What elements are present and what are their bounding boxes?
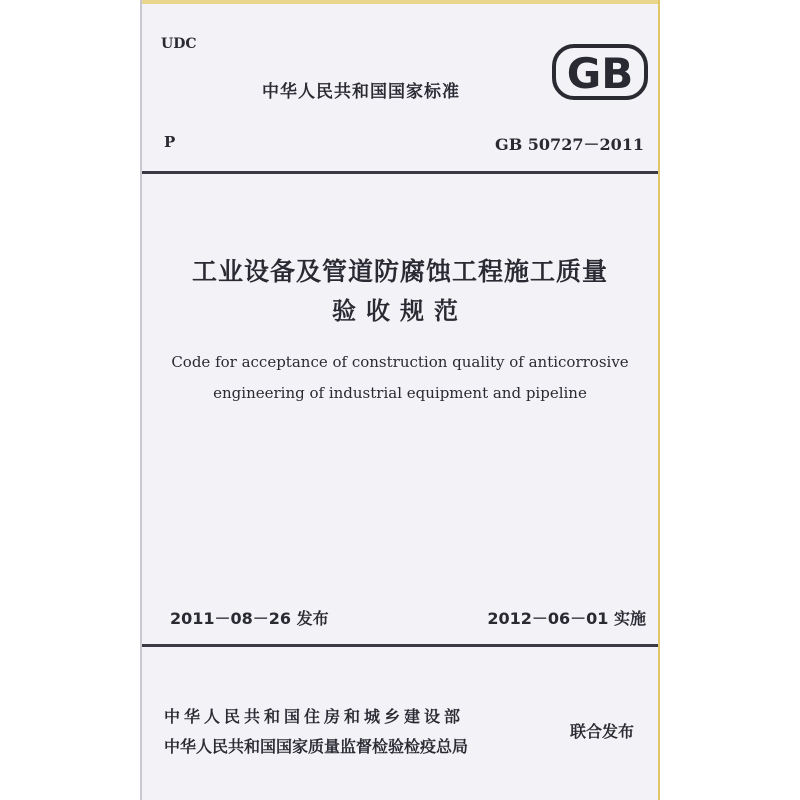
udc-label: UDC (161, 36, 197, 52)
implementation-date: 2012－06－01 实施 (487, 609, 646, 628)
title-cn-line2: 验收规范 (332, 297, 468, 325)
divider-top (142, 171, 658, 174)
joint-release-label: 联合发布 (570, 722, 635, 741)
issue-date: 2011－08－26 发布 (170, 609, 329, 628)
standard-cover (140, 0, 660, 800)
divider-bottom (142, 644, 658, 647)
standard-type: 中华人民共和国国家标准 (262, 82, 460, 102)
publisher-2: 中华人民共和国国家质量监督检验检疫总局 (164, 737, 469, 756)
publisher-1: 中华人民共和国住房和城乡建设部 (164, 707, 465, 726)
gb-logo-icon (552, 44, 648, 100)
title-en-line1: Code for acceptance of construction quality of anticorrosive (171, 353, 629, 371)
top-edge-strip (142, 0, 658, 4)
category-label: P (164, 133, 176, 151)
gb-logo-text: GB (566, 49, 634, 98)
title-cn-line1: 工业设备及管道防腐蚀工程施工质量 (191, 257, 608, 286)
title-en-line2: engineering of industrial equipment and pipeline (213, 384, 587, 402)
standard-number: GB 50727－2011 (495, 135, 644, 154)
